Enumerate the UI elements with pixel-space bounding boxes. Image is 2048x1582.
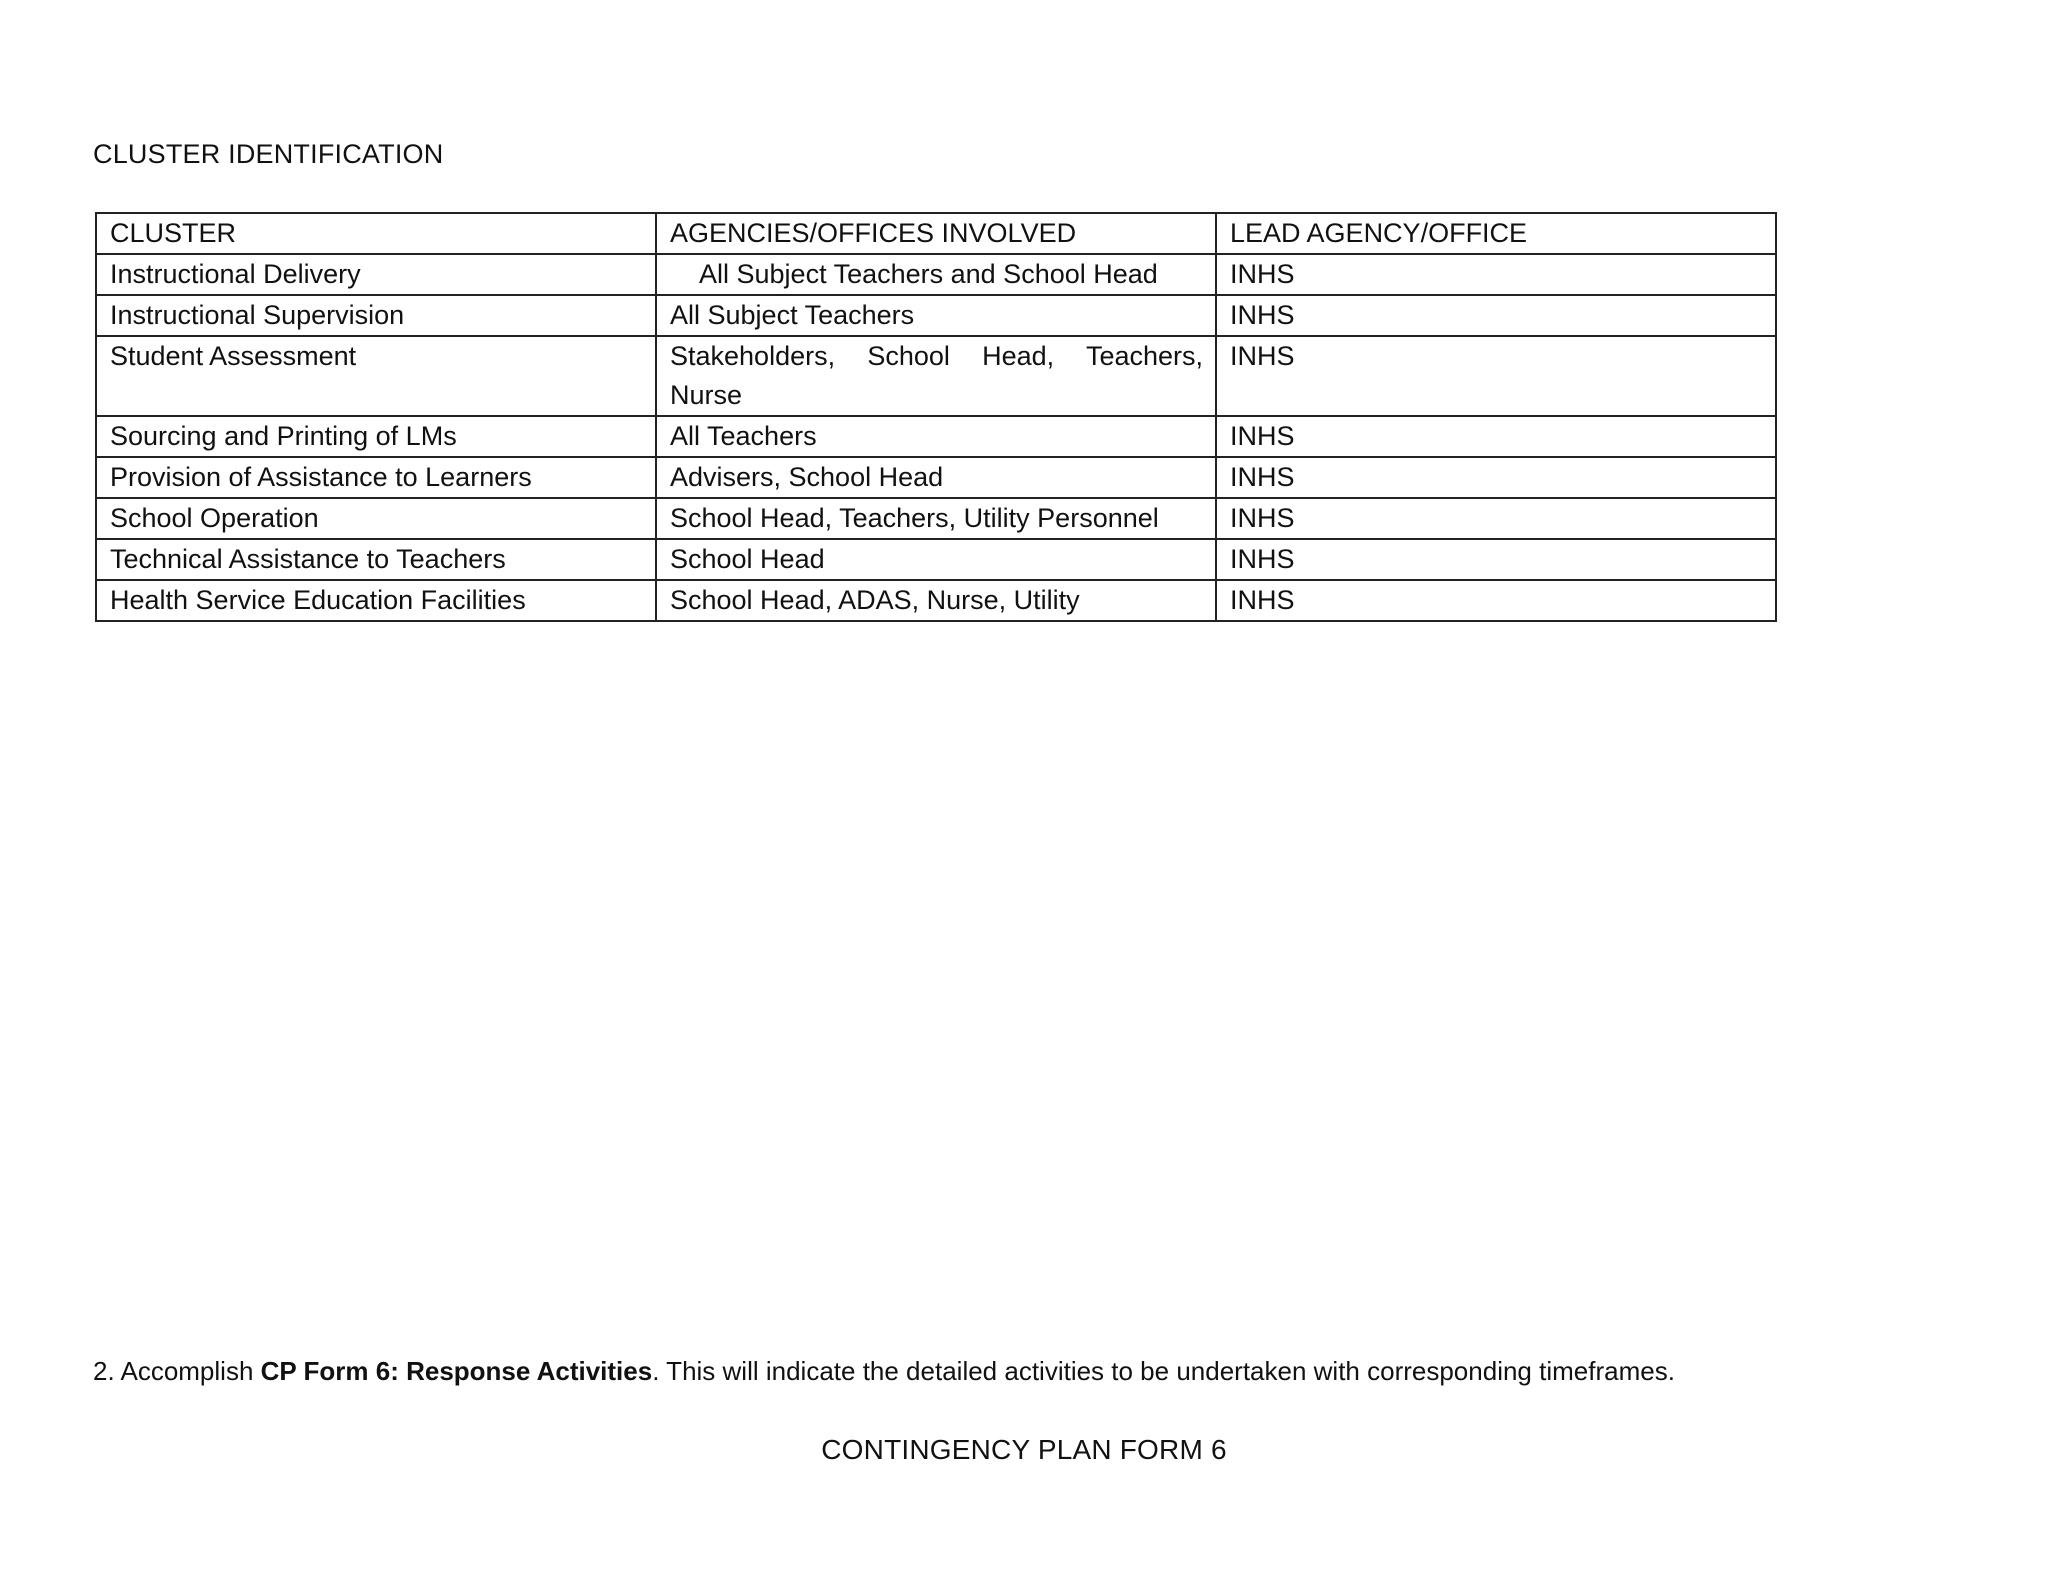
cell-cluster: Sourcing and Printing of LMs (96, 416, 656, 457)
table-row (96, 580, 1776, 621)
cell-agencies: Advisers, School Head (656, 457, 1216, 498)
table-row (96, 295, 1776, 336)
header-lead-agency-office: LEAD AGENCY/OFFICE (1216, 213, 1776, 254)
cell-cluster: Health Service Education Facilities (96, 580, 656, 621)
cell-lead-agency: INHS (1216, 336, 1776, 416)
cell-agencies: Stakeholders, School Head, Teachers, Nurse (656, 336, 1216, 416)
instruction-prefix: 2. Accomplish (93, 1356, 261, 1386)
cell-cluster: Technical Assistance to Teachers (96, 539, 656, 580)
table-row (96, 254, 1776, 295)
cell-lead-agency: INHS (1216, 457, 1776, 498)
cluster-identification-table (95, 212, 1777, 622)
cell-agencies: School Head, Teachers, Utility Personnel (656, 498, 1216, 539)
cell-lead-agency: INHS (1216, 539, 1776, 580)
cell-agencies: School Head (656, 539, 1216, 580)
cell-lead-agency: INHS (1216, 580, 1776, 621)
cell-cluster: Instructional Supervision (96, 295, 656, 336)
table-header-row (96, 213, 1776, 254)
table-row (96, 416, 1776, 457)
table-row (96, 498, 1776, 539)
cell-cluster: Student Assessment (96, 336, 656, 416)
header-agencies-offices-involved: AGENCIES/OFFICES INVOLVED (656, 213, 1216, 254)
cell-lead-agency: INHS (1216, 295, 1776, 336)
cell-lead-agency: INHS (1216, 416, 1776, 457)
table-row (96, 457, 1776, 498)
cell-lead-agency: INHS (1216, 498, 1776, 539)
cell-cluster: Provision of Assistance to Learners (96, 457, 656, 498)
table-row (96, 336, 1776, 416)
header-cluster: CLUSTER (96, 213, 656, 254)
instruction-paragraph (93, 1354, 1675, 1388)
cell-agencies: School Head, ADAS, Nurse, Utility (656, 580, 1216, 621)
cell-agencies: All Teachers (656, 416, 1216, 457)
cell-cluster: School Operation (96, 498, 656, 539)
instruction-suffix: . This will indicate the detailed activities to be undertaken with corresponding timeframes. (652, 1356, 1675, 1386)
cell-agencies: All Subject Teachers and School Head (656, 254, 1216, 295)
cell-lead-agency: INHS (1216, 254, 1776, 295)
instruction-form-reference: CP Form 6: Response Activities (260, 1356, 653, 1386)
table-row (96, 539, 1776, 580)
cell-agencies: All Subject Teachers (656, 295, 1216, 336)
form-title: CONTINGENCY PLAN FORM 6 (821, 1434, 1227, 1465)
section-title: CLUSTER IDENTIFICATION (93, 139, 444, 169)
cell-cluster: Instructional Delivery (96, 254, 656, 295)
